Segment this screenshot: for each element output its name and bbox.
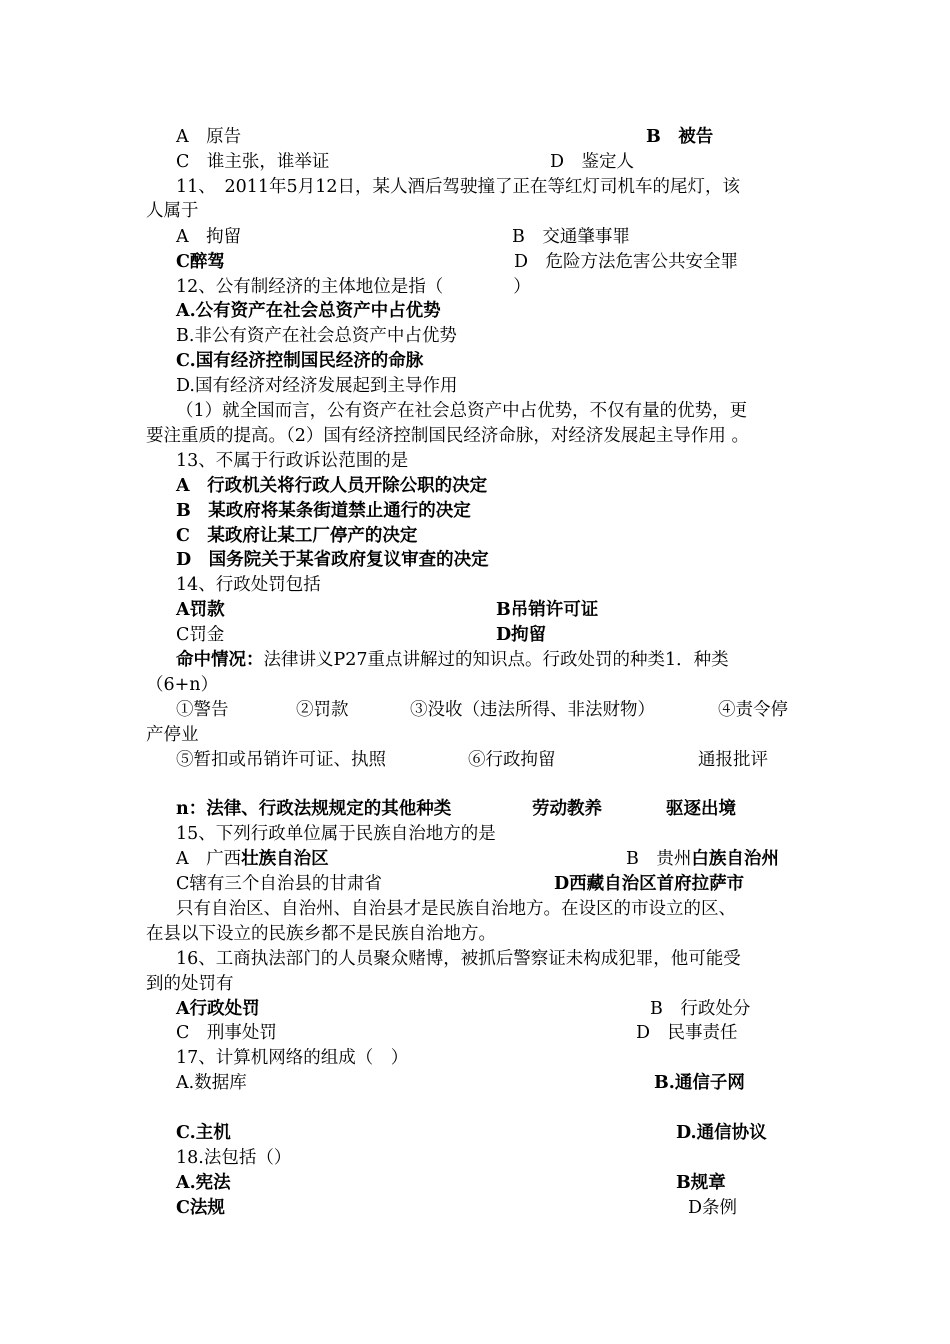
q15-stem: 15、下列行政单位属于民族自治地方的是: [176, 824, 496, 844]
q15-option-b-text: 白族自治州: [691, 849, 779, 869]
q14-n-item-a: 劳动教养: [532, 799, 602, 819]
q13-option-a: A 行政机关将行政人员开除公职的决定: [176, 476, 488, 496]
q14-option-a: A罚款: [176, 600, 225, 620]
q16-option-b: B 行政处分: [650, 999, 751, 1019]
q12-note-cont: 要注重质的提高。（2）国有经济控制国民经济命脉，对经济发展起主导作用 。: [146, 426, 749, 446]
q13-option-b: [176, 499, 471, 523]
q14-hit-note: [176, 648, 729, 672]
q11-stem: 11、 2011年5月12日，某人酒后驾驶撞了正在等红灯司机车的尾灯，该: [176, 177, 740, 197]
q13-option-d: D 国务院关于某省政府复议审查的决定: [176, 550, 489, 570]
q16-option-c: C 刑事处罚: [176, 1023, 277, 1043]
q13-stem: 13、不属于行政诉讼范围的是: [176, 451, 409, 471]
q14-option-c: C罚金: [176, 625, 225, 645]
q18-option-c: C法规: [176, 1198, 225, 1218]
q16-option-a: A行政处罚: [176, 999, 260, 1019]
q14-n-item-b: 驱逐出境: [666, 799, 736, 819]
q14-item-6: ⑥行政拘留: [468, 750, 556, 770]
q18-option-a: A.宪法: [176, 1173, 231, 1193]
q14-option-d: D拘留: [496, 625, 547, 645]
q15-option-a-text: 壮族自治区: [241, 849, 329, 869]
q10-option-b: B 被告: [646, 127, 714, 147]
q14-n-line: n：法律、行政法规规定的其他种类: [176, 799, 452, 819]
q15-option-a: [176, 847, 329, 871]
q17-option-a: A.数据库: [176, 1073, 247, 1093]
q18-option-d: D条例: [688, 1198, 738, 1218]
q12-option-d: D.国有经济对经济发展起到主导作用: [176, 376, 458, 396]
q12-option-c: C.国有经济控制国民经济的命脉: [176, 351, 424, 371]
q15-option-c: C辖有三个自治县的甘肃省: [176, 874, 382, 894]
q15-option-b-prefix: B 贵州: [626, 849, 692, 869]
q15-note: 只有自治区、自治州、自治县才是民族自治地方。在设区的市设立的区、: [176, 899, 736, 919]
q14-hit-label: 命中情况：: [176, 650, 264, 670]
q11-option-b: B 交通肇事罪: [512, 227, 630, 247]
q14-hit-text: 法律讲义P27重点讲解过的知识点。行政处罚的种类1．种类: [263, 650, 729, 670]
q17-stem: 17、计算机网络的组成（ ）: [176, 1048, 409, 1068]
q13-option-c: C 某政府让某工厂停产的决定: [176, 526, 418, 546]
q17-option-b: B.通信子网: [654, 1073, 745, 1093]
q14-hit-text-cont: （6+n）: [146, 675, 219, 695]
q18-stem: 18.法包括（）: [176, 1148, 292, 1168]
q14-option-b: B吊销许可证: [496, 600, 599, 620]
q14-item-2: ②罚款: [296, 700, 349, 720]
q17-option-d: D.通信协议: [676, 1123, 767, 1143]
q12-stem: 12、公有制经济的主体地位是指（ ）: [176, 277, 531, 297]
q14-item-4-cont: 产停业: [146, 725, 199, 745]
q12-option-a: A.公有资产在社会总资产中占优势: [176, 301, 441, 321]
q15-option-d: D西藏自治区首府拉萨市: [554, 874, 745, 894]
q16-stem-cont: 到的处罚有: [146, 974, 234, 994]
q12-note: （1）就全国而言，公有资产在社会总资产中占优势，不仅有量的优势，更: [176, 401, 748, 421]
q14-item-1: ①警告: [176, 700, 229, 720]
q14-item-7: 通报批评: [698, 750, 768, 770]
q11-stem-cont: 人属于: [146, 201, 199, 221]
q15-note-cont: 在县以下设立的民族乡都不是民族自治地方。: [146, 924, 496, 944]
q10-option-d: D 鉴定人: [550, 152, 635, 172]
q14-item-5: ⑤暂扣或吊销许可证、执照: [176, 750, 386, 770]
q16-option-d: D 民事责任: [636, 1023, 738, 1043]
q14-item-4: ④责令停: [718, 700, 788, 720]
q14-item-3: ③没收（违法所得、非法财物）: [410, 700, 655, 720]
q11-option-c: C醉驾: [176, 252, 225, 272]
q10-option-a: A 原告: [176, 127, 242, 147]
q13-option-b-prefix: B 某政府: [176, 501, 261, 521]
q15-option-a-prefix: A 广西: [176, 849, 242, 869]
q16-stem: 16、工商执法部门的人员聚众赌博，被抓后警察证未构成犯罪，他可能受: [176, 949, 741, 969]
q18-option-b: B规章: [676, 1173, 726, 1193]
q15-option-b: [626, 847, 779, 871]
q14-stem: 14、行政处罚包括: [176, 575, 321, 595]
q12-option-b: B.非公有资产在社会总资产中占优势: [176, 326, 457, 346]
q11-option-d: D 危险方法危害公共安全罪: [514, 252, 739, 272]
q10-option-c: C 谁主张，谁举证: [176, 152, 330, 172]
q13-option-b-text: 将某条街道禁止通行的决定: [260, 501, 471, 521]
q17-option-c: C.主机: [176, 1123, 231, 1143]
q11-option-a: A 拘留: [176, 227, 242, 247]
